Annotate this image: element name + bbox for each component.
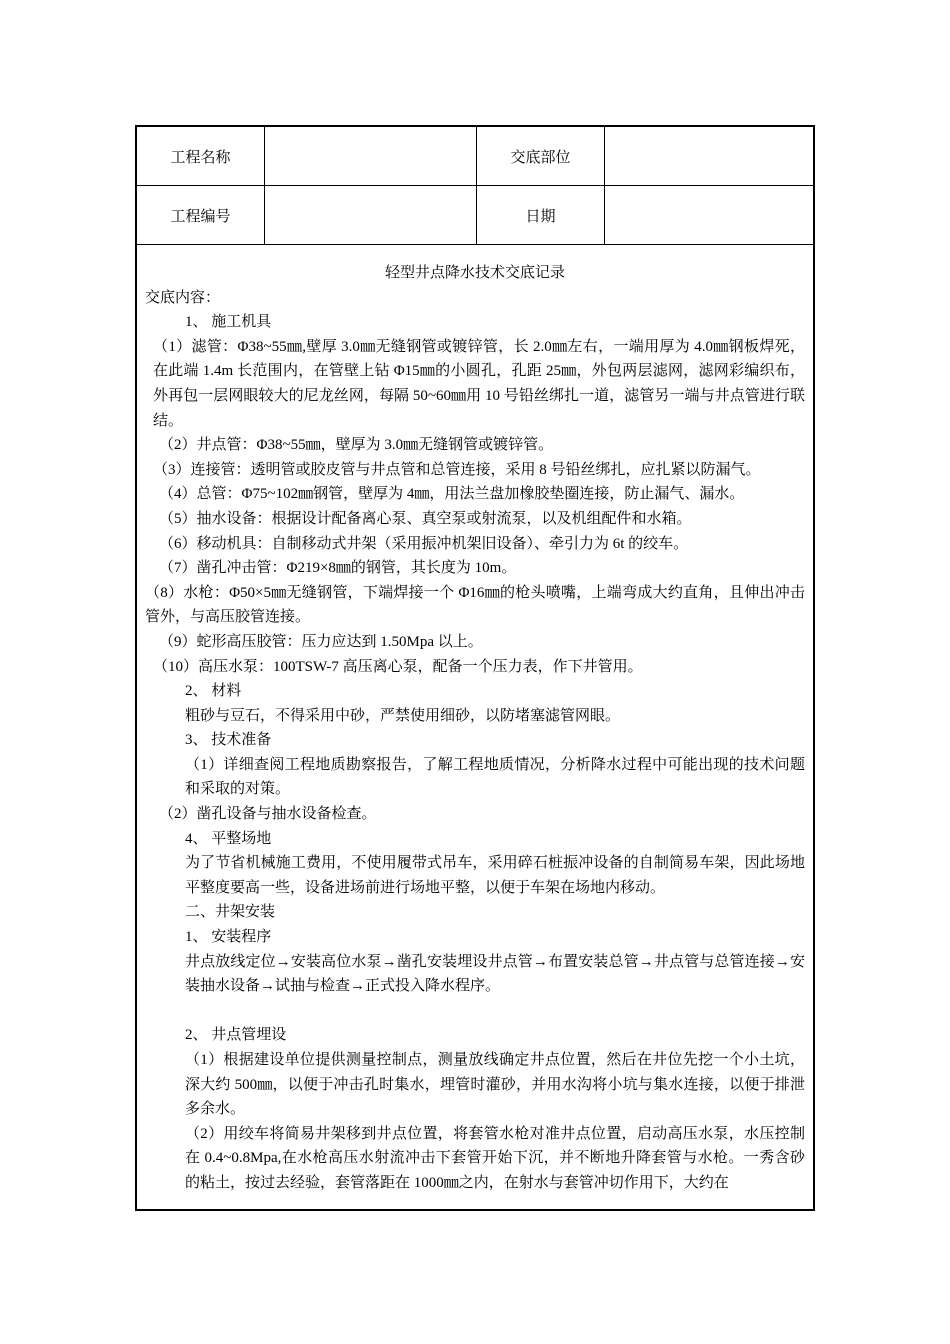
paragraph: （4）总管：Φ75~102㎜钢管，壁厚为 4㎜，用法兰盘加橡胶垫圈连接，防止漏气、漏水。	[159, 486, 745, 503]
paragraph: （1）详细查阅工程地质勘察报告，了解工程地质情况，分析降水过程中可能出现的技术问题和采取的对策。	[185, 756, 805, 798]
paragraph: 为了节省机械施工费用，不使用履带式吊车，采用碎石桩振冲设备的自制简易车架，因此场地平整度要高一些，设备进场前进行场地平整，以便于车架在场地内移动。	[185, 855, 805, 896]
paragraph: （8）水枪：Φ50×5㎜无缝钢管，下端焊接一个 Φ16㎜的枪头喷嘴，上端弯成大约直角，且伸出冲击管外，与高压胶管连接。	[145, 584, 805, 626]
paragraph: 2、 材料	[185, 683, 242, 700]
paragraph: （5）抽水设备：根据设计配备离心泵、真空泵或射流泵，以及机组配件和水箱。	[159, 510, 692, 527]
paragraph: 二、井架安装	[185, 904, 276, 921]
paragraph: 井点放线定位→安装高位水泵→凿孔安装埋设井点管→布置安装总管→井点管与总管连接→安装抽水设备→试抽与检查→正式投入降水程序。	[185, 953, 805, 995]
handover-location-field[interactable]	[605, 127, 813, 185]
paragraph: 4、 平整场地	[185, 830, 272, 847]
paragraph: （9）蛇形高压胶管：压力应达到 1.50Mpa 以上。	[159, 633, 483, 650]
project-number-field[interactable]	[265, 186, 477, 244]
paragraph: （2）井点管：Φ38~55㎜，壁厚为 3.0㎜无缝钢管或镀锌管。	[159, 437, 554, 454]
project-number-label: 工程编号	[137, 186, 265, 244]
paragraph: （10）高压水泵：100TSW-7 高压离心泵，配备一个压力表，作下井管用。	[153, 658, 643, 675]
paragraph: （6）移动机具：自制移动式井架（采用振冲机架旧设备）、牵引力为 6t 的绞车。	[159, 535, 689, 552]
paragraph: （1）滤管：Φ38~55㎜,壁厚 3.0㎜无缝钢管或镀锌管，长 2.0㎜左右，一端用厚为 4.0㎜钢板焊死，在此端 1.4m 长范围内，在管壁上钻 Φ15㎜的小圆孔，孔距 25㎜，外包两层滤网，滤网彩编织布，外再包一层网眼较大的尼龙丝网，每隔 50~60㎜用 10 号铅丝绑扎一道，滤管另一端与井点管进行联结。	[153, 338, 805, 429]
paragraph: （2）凿孔设备与抽水设备检查。	[159, 806, 377, 823]
document-title: 轻型井点降水技术交底记录	[384, 265, 565, 281]
paragraph: 1、 安装程序	[185, 929, 272, 946]
document-body	[137, 245, 813, 1196]
paragraph: （1）根据建设单位提供测量控制点，测量放线确定井点位置，然后在井位先挖一个小土坑，深大约 500㎜，以便于冲击孔时集水，埋管时灌砂，并用水沟将小坑与集水连接，以便于排泄多余水。	[185, 1052, 805, 1118]
paragraph: 1、 施工机具	[185, 314, 272, 331]
header-row-2	[137, 186, 813, 245]
date-label: 日期	[477, 186, 605, 244]
project-name-field[interactable]	[265, 127, 477, 185]
blank-line	[145, 999, 805, 1024]
paragraph: 3、 技术准备	[185, 732, 272, 749]
content-label: 交底内容：	[145, 289, 221, 306]
header-row-1	[137, 127, 813, 186]
paragraph: 2、 井点管埋设	[185, 1027, 287, 1044]
handover-form	[135, 125, 815, 1211]
paragraph: （7）凿孔冲击管：Φ219×8㎜的钢管，其长度为 10m。	[159, 560, 517, 577]
paragraph: （3）连接管：透明管或胶皮管与井点管和总管连接，采用 8 号铅丝绑扎，应扎紧以防漏气。	[153, 461, 761, 478]
paragraph: 粗砂与豆石，不得采用中砂，严禁使用细砂，以防堵塞滤管网眼。	[185, 707, 621, 724]
handover-location-label: 交底部位	[477, 127, 605, 185]
date-field[interactable]	[605, 186, 813, 244]
project-name-label: 工程名称	[137, 127, 265, 185]
paragraph: （2）用绞车将简易井架移到井点位置，将套管水枪对准井点位置，启动高压水泵，水压控制在 0.4~0.8Mpa,在水枪高压水射流冲击下套管开始下沉，并不断地升降套管与水枪。一秀含砂的粘土，按过去经验，套管落距在 1000㎜之内，在射水与套管冲切作用下，大约在	[185, 1125, 805, 1191]
paragraph-list	[145, 310, 805, 1195]
